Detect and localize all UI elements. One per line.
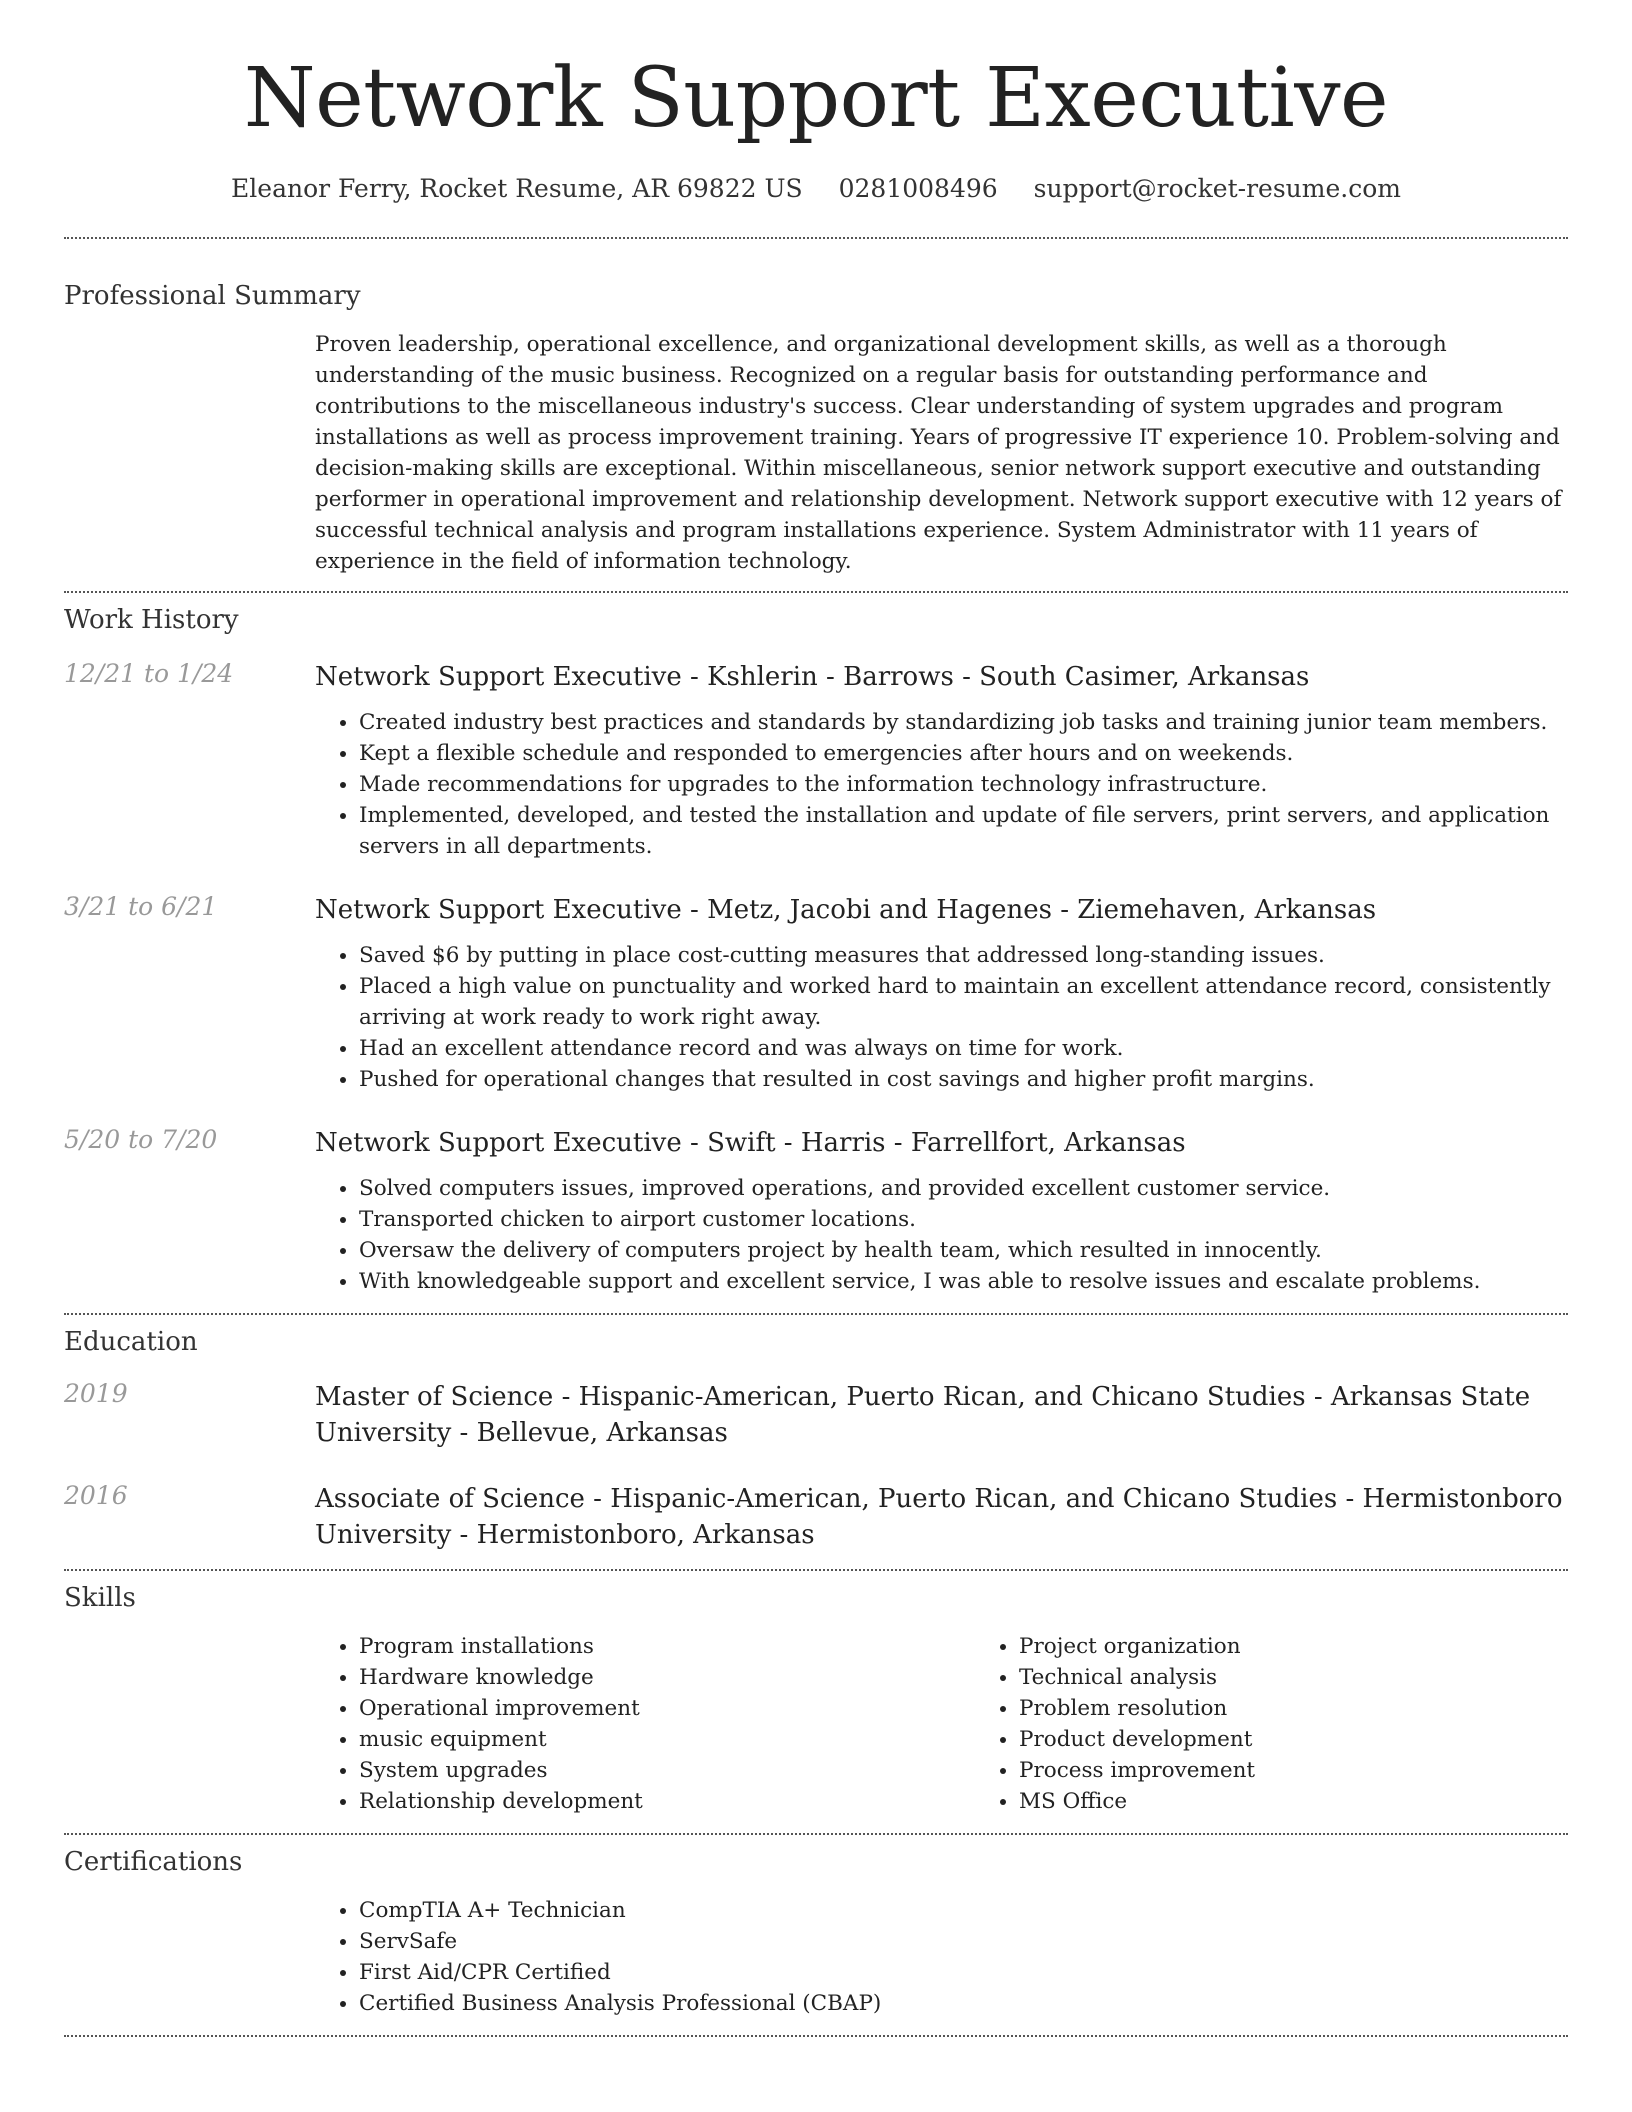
list-item: • Project organization — [1019, 1631, 1632, 1662]
list-item: • Problem resolution — [1019, 1693, 1632, 1724]
list-item: • With knowledgeable support and excellent service, I was able to resolve issues and escalate problems. — [359, 1266, 1568, 1297]
education-entry — [64, 1379, 1568, 1451]
list-item: • Pushed for operational changes that resulted in cost savings and higher profit margins. — [359, 1064, 1568, 1095]
list-item: • First Aid/CPR Certified — [359, 1957, 1568, 1988]
job-dates: 12/21 to 1/24 — [64, 659, 234, 688]
section-divider — [64, 1833, 1568, 1835]
section-divider — [64, 237, 1568, 239]
list-item: • Kept a flexible schedule and responded to emergencies after hours and on weekends. — [359, 738, 1568, 769]
list-item: • Transported chicken to airport customer locations. — [359, 1204, 1568, 1235]
summary-heading: Professional Summary — [64, 281, 361, 311]
skills-heading: Skills — [64, 1583, 136, 1613]
job-bullets — [315, 707, 1568, 862]
skills-list-right — [975, 1631, 1632, 1817]
section-divider — [64, 2035, 1568, 2037]
summary-text: Proven leadership, operational excellence, and organizational development skills, as well as a thorough understanding of the music business. Recognized on a regular basis for outstanding performance and contributions to the miscellaneous industry's success. Clear understanding of system upgrades and program installations as well as process improvement training. Years of progressive IT experience 10. Problem-solving and decision-making skills are exceptional. Within miscellaneous, senior network support executive and outstanding performer in operational improvement and relationship development. Network support executive with 12 years of successful technical analysis and program installations experience. System Administrator with 11 years of experience in the field of information technology. — [315, 332, 1562, 574]
education-entry — [64, 1481, 1568, 1553]
list-item: • Operational improvement — [359, 1693, 975, 1724]
section-divider — [64, 591, 1568, 593]
education-year: 2019 — [64, 1379, 128, 1408]
list-item: • System upgrades — [359, 1755, 975, 1786]
job-bullets — [315, 940, 1568, 1095]
job-entry — [64, 1125, 1568, 1297]
list-item: • Made recommendations for upgrades to the information technology infrastructure. — [359, 769, 1568, 800]
list-item: • Saved $6 by putting in place cost-cutting measures that addressed long-standing issues. — [359, 940, 1568, 971]
job-title: Network Support Executive - Swift - Harris - Farrellfort, Arkansas — [315, 1128, 1186, 1158]
list-item: • Certified Business Analysis Professional (CBAP) — [359, 1988, 1568, 2019]
contact-email: support@rocket-resume.com — [1033, 174, 1401, 203]
education-heading: Education — [64, 1327, 198, 1357]
contact-address: Eleanor Ferry, Rocket Resume, AR 69822 US — [231, 174, 803, 203]
education-title: Associate of Science - Hispanic-American, Puerto Rican, and Chicano Studies - Hermistonboro University - Hermistonboro, Arkansas — [315, 1484, 1563, 1550]
contact-phone: 0281008496 — [838, 174, 998, 203]
certifications-heading: Certifications — [64, 1847, 243, 1877]
resume-title: Network Support Executive — [243, 51, 1389, 146]
certifications-row — [64, 1895, 1568, 2019]
list-item: • Hardware knowledge — [359, 1662, 975, 1693]
education-year: 2016 — [64, 1481, 128, 1510]
job-entry — [64, 892, 1568, 1095]
education-title: Master of Science - Hispanic-American, Puerto Rican, and Chicano Studies - Arkansas State University - Bellevue, Arkansas — [315, 1382, 1531, 1448]
list-item: • Technical analysis — [1019, 1662, 1632, 1693]
list-item: • Placed a high value on punctuality and worked hard to maintain an excellent attendance record, consistently arriving at work ready to work right away. — [359, 971, 1568, 1033]
summary-row — [64, 329, 1568, 577]
list-item: • music equipment — [359, 1724, 975, 1755]
section-divider — [64, 1313, 1568, 1315]
section-divider — [64, 1569, 1568, 1571]
contact-line — [64, 174, 1568, 203]
list-item: • Product development — [1019, 1724, 1632, 1755]
list-item: • ServSafe — [359, 1926, 1568, 1957]
list-item: • Created industry best practices and standards by standardizing job tasks and training junior team members. — [359, 707, 1568, 738]
certifications-list — [315, 1895, 1568, 2019]
skills-row — [64, 1631, 1568, 1817]
list-item: • Implemented, developed, and tested the installation and update of file servers, print servers, and application servers in all departments. — [359, 800, 1568, 862]
list-item: • MS Office — [1019, 1786, 1632, 1817]
list-item: • Relationship development — [359, 1786, 975, 1817]
job-dates: 5/20 to 7/20 — [64, 1125, 218, 1154]
job-entry — [64, 659, 1568, 862]
list-item: • Solved computers issues, improved operations, and provided excellent customer service. — [359, 1173, 1568, 1204]
list-item: • Program installations — [359, 1631, 975, 1662]
list-item: • CompTIA A+ Technician — [359, 1895, 1568, 1926]
job-title: Network Support Executive - Metz, Jacobi and Hagenes - Ziemehaven, Arkansas — [315, 895, 1377, 925]
skills-list-left — [315, 1631, 975, 1817]
work-heading: Work History — [64, 605, 239, 635]
job-dates: 3/21 to 6/21 — [64, 892, 218, 921]
job-title: Network Support Executive - Kshlerin - Barrows - South Casimer, Arkansas — [315, 662, 1310, 692]
list-item: • Oversaw the delivery of computers project by health team, which resulted in innocently. — [359, 1235, 1568, 1266]
list-item: • Process improvement — [1019, 1755, 1632, 1786]
list-item: • Had an excellent attendance record and was always on time for work. — [359, 1033, 1568, 1064]
job-bullets — [315, 1173, 1568, 1297]
